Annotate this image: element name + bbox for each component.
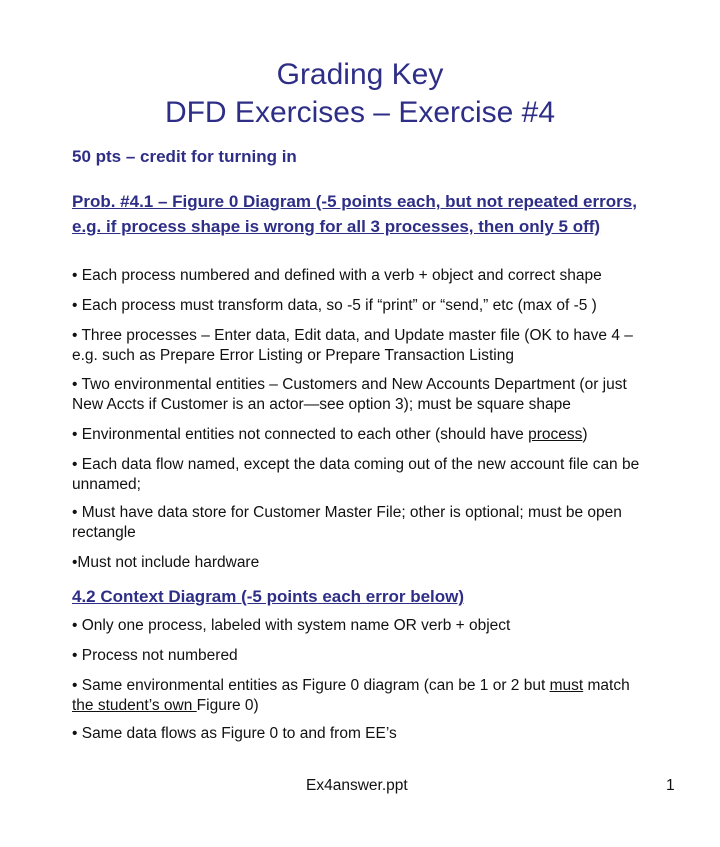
footer-page-number: 1 <box>666 777 675 794</box>
bullet-item <box>72 425 652 445</box>
bullet-text: Figure 0) <box>196 697 259 714</box>
section2-heading: 4.2 Context Diagram (-5 points each error below) <box>72 587 465 606</box>
bullet-text: • Environmental entities not connected to each other (should have <box>72 426 529 443</box>
underlined-word: must <box>549 677 584 694</box>
section1-heading: Prob. #4.1 – Figure 0 Diagram (-5 points each, but not repeated errors, e.g. if process shape is wrong for all 3 processes, then only 5 off) <box>72 192 637 236</box>
underlined-phrase: the student’s own <box>72 697 197 714</box>
underlined-word: process <box>528 426 583 443</box>
bullet-item: • Process not numbered <box>72 647 238 664</box>
slide-title-line2: DFD Exercises – Exercise #4 <box>164 96 556 129</box>
slide-title-line1: Grading Key <box>276 58 444 91</box>
bullet-item <box>72 676 652 716</box>
bullet-item: • Each process numbered and defined with a verb + object and correct shape <box>72 267 602 284</box>
bullet-item: • Two environmental entities – Customers and New Accounts Department (or just New Accts if Customer is an actor—see option 3); must be square shape <box>72 376 627 413</box>
bullet-item: • Only one process, labeled with system name OR verb + object <box>72 617 511 634</box>
bullet-text: match <box>583 677 630 694</box>
bullet-item: •Must not include hardware <box>72 554 260 571</box>
bullet-item: • Three processes – Enter data, Edit data, and Update master file (OK to have 4 – e.g. such as Prepare Error Listing or Prepare Transaction Listing <box>72 327 633 364</box>
points-line: 50 pts – credit for turning in <box>72 147 297 166</box>
bullet-item: • Each data flow named, except the data coming out of the new account file can be unnamed; <box>72 456 640 493</box>
bullet-text-tail: ) <box>582 426 588 443</box>
footer-filename: Ex4answer.ppt <box>306 777 408 794</box>
bullet-item: • Each process must transform data, so -5 if “print” or “send,” etc (max of -5 ) <box>72 297 597 314</box>
bullet-item: • Same data flows as Figure 0 to and from EE’s <box>72 725 397 742</box>
bullet-text: • Same environmental entities as Figure 0 diagram (can be 1 or 2 but <box>72 677 550 694</box>
bullet-item: • Must have data store for Customer Master File; other is optional; must be open rectangle <box>72 504 622 541</box>
